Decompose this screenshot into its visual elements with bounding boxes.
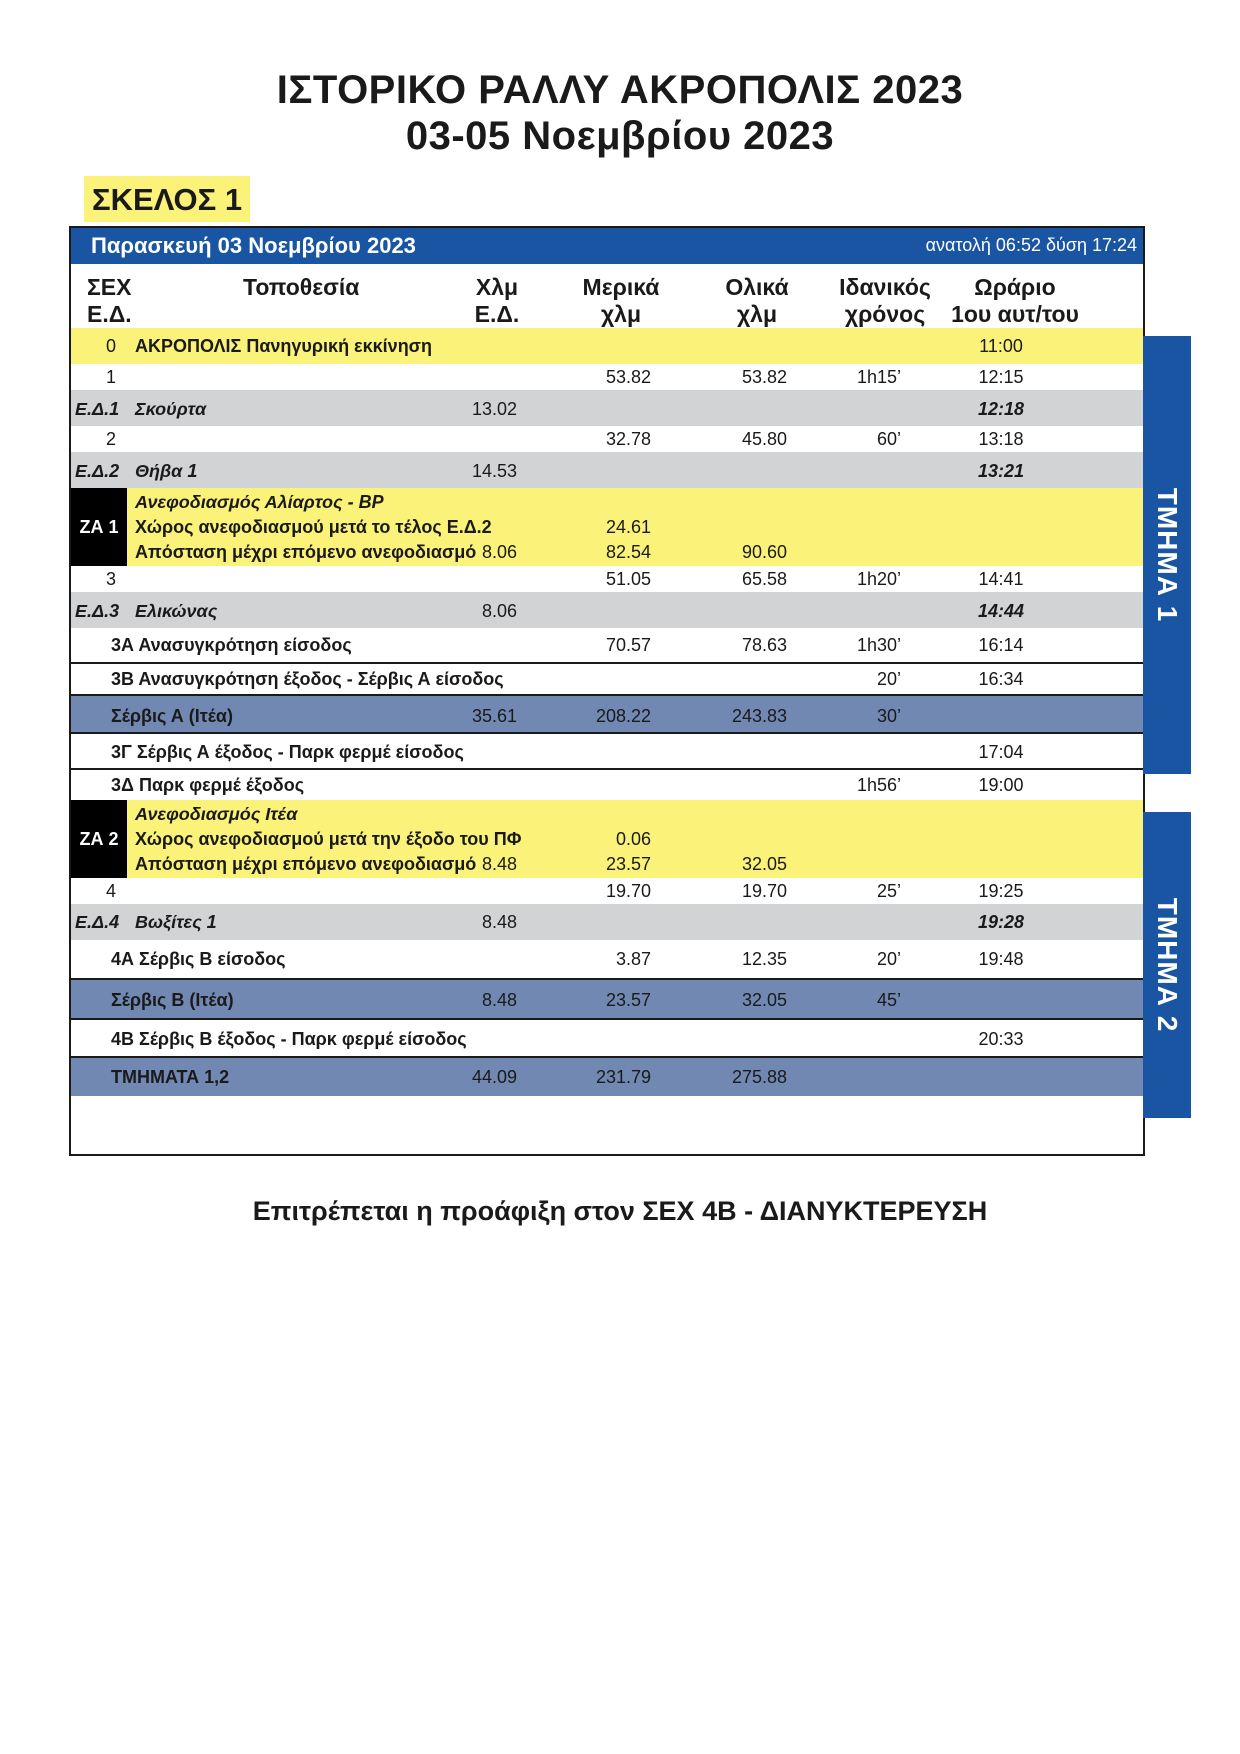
section-1-tab: ΤΜΗΜΑ 1 [1143,336,1191,774]
totals-row: ΤΜΗΜΑΤΑ 1,2 44.09 231.79 275.88 [71,1056,1143,1096]
header-total-km: Ολικά χλμ [725,274,789,327]
header-liaison-km: Μερικά χλμ [582,274,660,327]
section-2-tab: ΤΜΗΜΑ 2 [1143,812,1191,1118]
itinerary-table [69,226,1145,1156]
refuel-zone-2: ΖΑ 2 Ανεφοδιασμός Ιτέα Χώρος ανεφοδιασμού μετά την έξοδο του ΠΦ 0.06 Απόσταση μέχρι επόμενο ανεφοδιασμό 8.48 23.57 32.05 [71,800,1143,878]
table-row: Ε.Δ.2 Θήβα 1 14.53 13:21 [71,452,1143,488]
table-row: 4 19.70 19.70 25’ 19:25 [71,878,1143,904]
table-row: 3Δ Παρκ φερμέ έξοδος 1h56’ 19:00 [71,768,1143,802]
table-row: 4Β Σέρβις Β έξοδος - Παρκ φερμέ είσοδος 20:33 [71,1018,1143,1058]
header-first-car: Ωράριο 1ου αυτ/του [951,274,1079,327]
sunrise-sunset: ανατολή 06:52 δύση 17:24 [925,235,1137,255]
header-location: Τοποθεσία [243,274,360,300]
leg-label: ΣΚΕΛΟΣ 1 [84,176,250,222]
table-row: 1 53.82 53.82 1h15’ 12:15 [71,364,1143,390]
table-row: 2 32.78 45.80 60’ 13:18 [71,426,1143,452]
footnote: Επιτρέπεται η προάφιξη στον ΣΕΧ 4Β - ΔΙΑΝΥΚΤΕΡΕΥΣΗ [252,1196,988,1226]
refuel-zone-label: ΖΑ 2 [71,800,127,878]
table-row: 3Β Ανασυγκρότηση έξοδος - Σέρβις Α είσοδος 20’ 16:34 [71,662,1143,696]
table-row: 3Γ Σέρβις Α έξοδος - Παρκ φερμέ είσοδος 17:04 [71,732,1143,770]
table-row: Ε.Δ.4 Βωξίτες 1 8.48 19:28 [71,904,1143,940]
day-title: Παρασκευή 03 Νοεμβρίου 2023 [91,233,416,258]
service-a-row: Σέρβις Α (Ιτέα) 35.61 208.22 243.83 30’ [71,694,1143,734]
table-row: Ε.Δ.1 Σκούρτα 13.02 12:18 [71,390,1143,426]
table-row: 3Α Ανασυγκρότηση είσοδος 70.57 78.63 1h30’ 16:14 [71,628,1143,662]
table-row: 0 ΑΚΡΟΠΟΛΙΣ Πανηγυρική εκκίνηση 11:00 [71,328,1143,364]
column-header-row [71,264,1143,330]
document-title: ΙΣΤΟΡΙΚΟ ΡΑΛΛΥ ΑΚΡΟΠΟΛΙΣ 2023 [276,68,964,112]
table-row: 3 51.05 65.58 1h20’ 14:41 [71,566,1143,592]
refuel-zone-label: ΖΑ 1 [71,488,127,566]
header-target-time: Ιδανικός χρόνος [839,274,931,327]
table-row: Ε.Δ.3 Ελικώνας 8.06 14:44 [71,592,1143,628]
header-ss-km: Χλμ Ε.Δ. [474,274,520,327]
header-tc-ss: ΣΕΧ Ε.Δ. [87,274,132,327]
table-row: 4Α Σέρβις Β είσοδος 3.87 12.35 20’ 19:48 [71,940,1143,978]
day-header-row [71,228,1143,264]
service-b-row: Σέρβις Β (Ιτέα) 8.48 23.57 32.05 45’ [71,978,1143,1020]
document-dates: 03-05 Νοεμβρίου 2023 [405,114,835,158]
refuel-zone-1: ΖΑ 1 Ανεφοδιασμός Αλίαρτος - BP Χώρος ανεφοδιασμού μετά το τέλος Ε.Δ.2 24.61 Απόσταση μέχρι επόμενο ανεφοδιασμό 8.06 82.54 90.60 [71,488,1143,566]
